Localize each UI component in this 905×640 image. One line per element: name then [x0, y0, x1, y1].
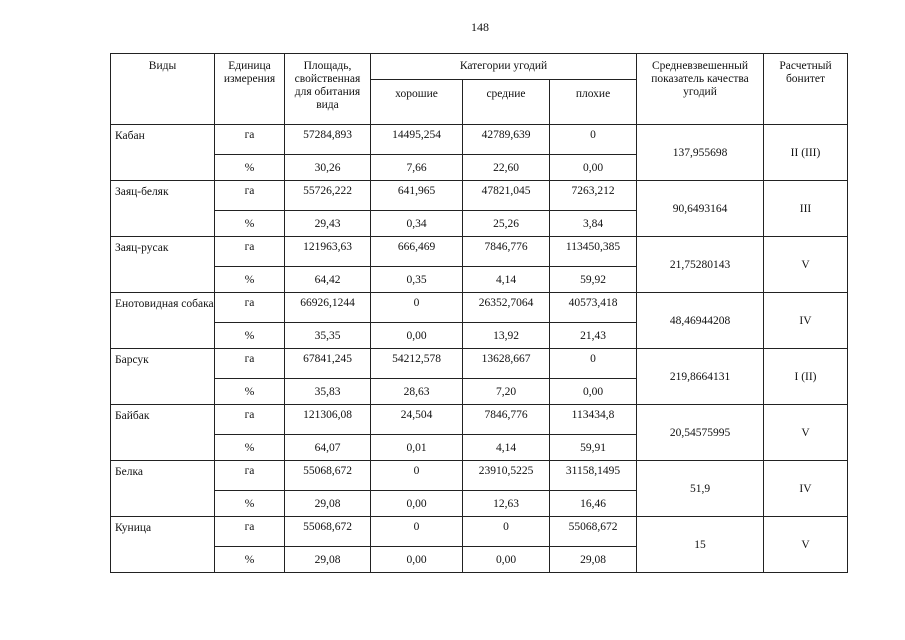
header-medium: средние [463, 80, 550, 125]
area-cell: 64,07 [285, 435, 371, 461]
species-name: Енотовидная собака [111, 293, 215, 349]
area-cell: 121963,63 [285, 237, 371, 267]
unit-cell: га [215, 349, 285, 379]
poor-cell: 7263,212 [550, 181, 637, 211]
bonitet-cell: II (III) [764, 125, 848, 181]
poor-cell: 55068,672 [550, 517, 637, 547]
unit-cell: га [215, 181, 285, 211]
poor-cell: 59,92 [550, 267, 637, 293]
medium-cell: 13628,667 [463, 349, 550, 379]
unit-cell: % [215, 379, 285, 405]
good-cell: 641,965 [371, 181, 463, 211]
area-cell: 57284,893 [285, 125, 371, 155]
table-row [111, 181, 848, 211]
table-row [111, 125, 848, 155]
table-row [111, 405, 848, 435]
medium-cell: 22,60 [463, 155, 550, 181]
header-poor: плохие [550, 80, 637, 125]
medium-cell: 12,63 [463, 491, 550, 517]
medium-cell: 4,14 [463, 267, 550, 293]
poor-cell: 0,00 [550, 379, 637, 405]
bonitet-cell: V [764, 405, 848, 461]
good-cell: 0,34 [371, 211, 463, 237]
medium-cell: 25,26 [463, 211, 550, 237]
good-cell: 0,35 [371, 267, 463, 293]
medium-cell: 47821,045 [463, 181, 550, 211]
species-name: Барсук [111, 349, 215, 405]
good-cell: 24,504 [371, 405, 463, 435]
area-cell: 55068,672 [285, 517, 371, 547]
medium-cell: 23910,5225 [463, 461, 550, 491]
medium-cell: 0,00 [463, 547, 550, 573]
poor-cell: 31158,1495 [550, 461, 637, 491]
weighted-cell: 21,75280143 [637, 237, 764, 293]
bonitet-cell: IV [764, 293, 848, 349]
area-cell: 29,08 [285, 491, 371, 517]
good-cell: 0,01 [371, 435, 463, 461]
area-cell: 29,43 [285, 211, 371, 237]
table-row [111, 349, 848, 379]
header-good: хорошие [371, 80, 463, 125]
area-cell: 66926,1244 [285, 293, 371, 323]
species-name: Белка [111, 461, 215, 517]
medium-cell: 0 [463, 517, 550, 547]
good-cell: 28,63 [371, 379, 463, 405]
good-cell: 666,469 [371, 237, 463, 267]
good-cell: 54212,578 [371, 349, 463, 379]
area-cell: 30,26 [285, 155, 371, 181]
area-cell: 64,42 [285, 267, 371, 293]
good-cell: 7,66 [371, 155, 463, 181]
area-cell: 35,35 [285, 323, 371, 349]
weighted-cell: 137,955698 [637, 125, 764, 181]
area-cell: 55726,222 [285, 181, 371, 211]
medium-cell: 4,14 [463, 435, 550, 461]
bonitet-cell: V [764, 237, 848, 293]
unit-cell: % [215, 435, 285, 461]
header-bonitet: Расчетный бонитет [764, 54, 848, 125]
unit-cell: % [215, 547, 285, 573]
header-area: Площадь, свойственная для обитания вида [285, 54, 371, 125]
poor-cell: 29,08 [550, 547, 637, 573]
poor-cell: 40573,418 [550, 293, 637, 323]
species-name: Заяц-беляк [111, 181, 215, 237]
poor-cell: 0 [550, 125, 637, 155]
poor-cell: 113450,385 [550, 237, 637, 267]
unit-cell: % [215, 211, 285, 237]
bonitet-cell: IV [764, 461, 848, 517]
medium-cell: 7846,776 [463, 405, 550, 435]
weighted-cell: 51,9 [637, 461, 764, 517]
weighted-cell: 20,54575995 [637, 405, 764, 461]
habitat-table [110, 53, 848, 573]
species-name: Куница [111, 517, 215, 573]
weighted-cell: 15 [637, 517, 764, 573]
poor-cell: 0 [550, 349, 637, 379]
table-row [111, 237, 848, 267]
unit-cell: % [215, 491, 285, 517]
good-cell: 0,00 [371, 547, 463, 573]
medium-cell: 7,20 [463, 379, 550, 405]
medium-cell: 26352,7064 [463, 293, 550, 323]
page-number: 148 [471, 20, 489, 34]
poor-cell: 113434,8 [550, 405, 637, 435]
medium-cell: 7846,776 [463, 237, 550, 267]
unit-cell: га [215, 517, 285, 547]
area-cell: 67841,245 [285, 349, 371, 379]
table-row [111, 517, 848, 547]
unit-cell: га [215, 237, 285, 267]
bonitet-cell: V [764, 517, 848, 573]
species-name: Кабан [111, 125, 215, 181]
weighted-cell: 219,8664131 [637, 349, 764, 405]
weighted-cell: 90,6493164 [637, 181, 764, 237]
species-name: Заяц-русак [111, 237, 215, 293]
good-cell: 14495,254 [371, 125, 463, 155]
table-row [111, 293, 848, 323]
header-unit: Единица измерения [215, 54, 285, 125]
header-weighted: Средневзвешенный показатель качества угодий [637, 54, 764, 125]
area-cell: 35,83 [285, 379, 371, 405]
unit-cell: га [215, 405, 285, 435]
medium-cell: 13,92 [463, 323, 550, 349]
poor-cell: 3,84 [550, 211, 637, 237]
unit-cell: га [215, 125, 285, 155]
poor-cell: 59,91 [550, 435, 637, 461]
area-cell: 29,08 [285, 547, 371, 573]
bonitet-cell: I (II) [764, 349, 848, 405]
table-body [111, 125, 848, 573]
bonitet-cell: III [764, 181, 848, 237]
area-cell: 121306,08 [285, 405, 371, 435]
good-cell: 0 [371, 517, 463, 547]
medium-cell: 42789,639 [463, 125, 550, 155]
weighted-cell: 48,46944208 [637, 293, 764, 349]
unit-cell: га [215, 293, 285, 323]
good-cell: 0 [371, 461, 463, 491]
good-cell: 0 [371, 293, 463, 323]
header-species: Виды [111, 54, 215, 125]
poor-cell: 16,46 [550, 491, 637, 517]
poor-cell: 21,43 [550, 323, 637, 349]
unit-cell: % [215, 267, 285, 293]
good-cell: 0,00 [371, 323, 463, 349]
unit-cell: га [215, 461, 285, 491]
unit-cell: % [215, 323, 285, 349]
area-cell: 55068,672 [285, 461, 371, 491]
unit-cell: % [215, 155, 285, 181]
table-row [111, 461, 848, 491]
header-categories: Категории угодий [371, 54, 637, 80]
good-cell: 0,00 [371, 491, 463, 517]
species-name: Байбак [111, 405, 215, 461]
poor-cell: 0,00 [550, 155, 637, 181]
